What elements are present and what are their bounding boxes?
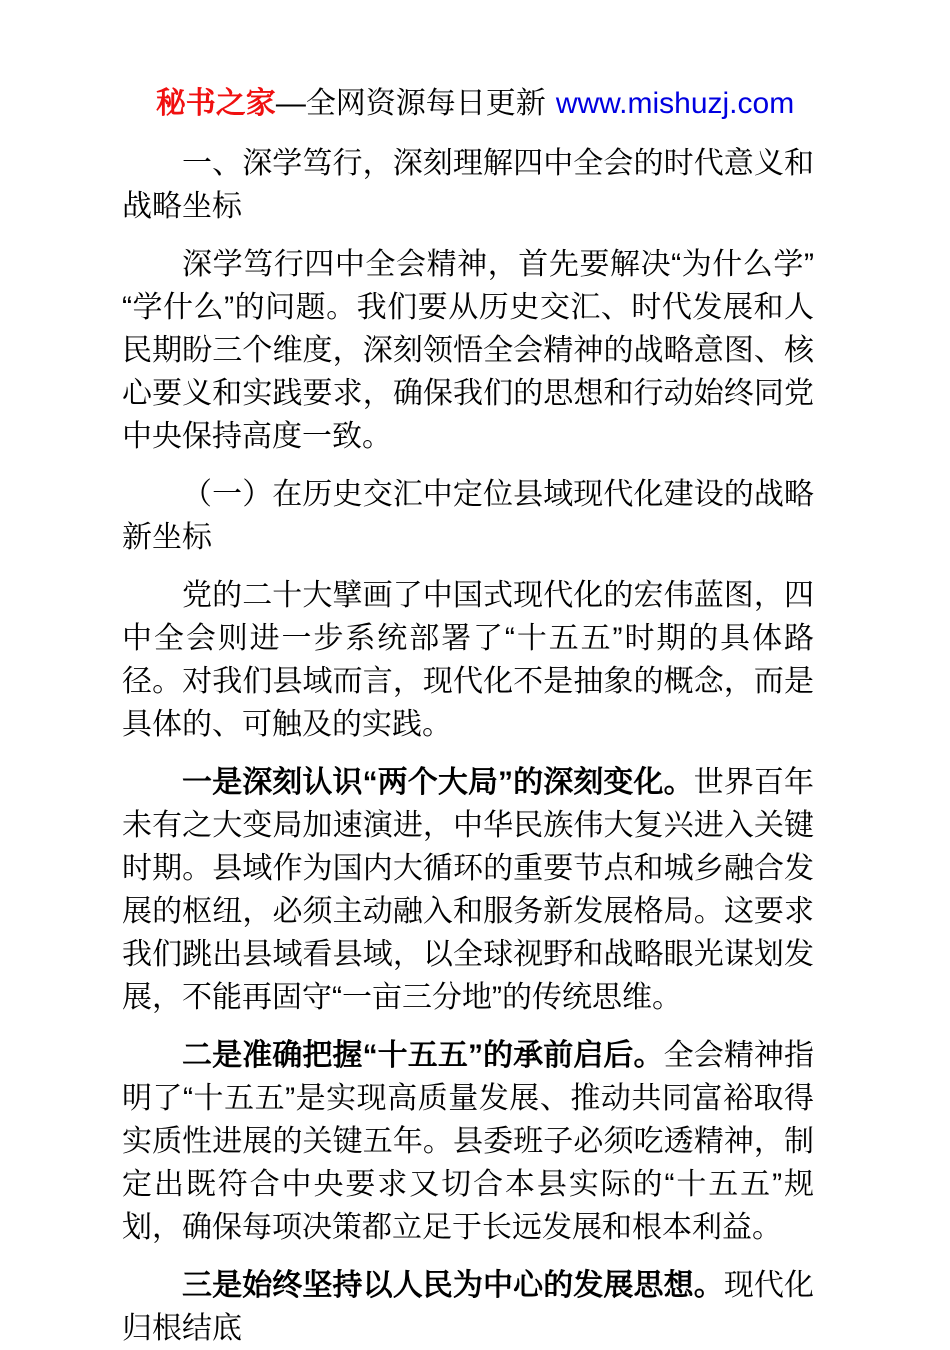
point-lead: 三是始终坚持以人民为中心的发展思想。 (182, 1269, 724, 1302)
document-body (122, 142, 814, 1350)
site-brand: 秘书之家 (155, 87, 276, 120)
point-text: 现代化归根结底 (122, 1269, 815, 1345)
paragraph-section-intro: 党的二十大擘画了中国式现代化的宏伟蓝图，四中全会则进一步系统部署了“十五五”时期的具体路径。对我们县域而言，现代化不是抽象的概念，而是具体的、可触及的实践。 (122, 579, 814, 741)
point-paragraph-1 (122, 761, 814, 1019)
point-paragraph-3 (122, 1264, 814, 1350)
point-text: 世界百年未有之大变局加速演进，中华民族伟大复兴进入关键时期。县域作为国内大循环的重要节点和城乡融合发展的枢纽，必须主动融入和服务新发展格局。这要求我们跳出县域看县域，以全球视野和战略眼光谋划发展，不能再固守“一亩三分地”的传统思维。 (122, 766, 815, 1014)
site-url-link[interactable]: www.mishuzj.com (555, 87, 795, 120)
subsection-heading: （一）在历史交汇中定位县域现代化建设的战略新坐标 (122, 478, 814, 554)
point-paragraph-2 (122, 1034, 814, 1249)
paragraph-intro: 深学笃行四中全会精神，首先要解决“为什么学”“学什么”的问题。我们要从历史交汇、时代发展和人民期盼三个维度，深刻领悟全会精神的战略意图、核心要义和实践要求，确保我们的思想和行动始终同党中央保持高度一致。 (122, 248, 814, 453)
point-lead: 二是准确把握“十五五”的承前启后。 (182, 1039, 664, 1072)
section-heading: 一、深学笃行，深刻理解四中全会的时代意义和战略坐标 (122, 147, 814, 223)
site-header (0, 82, 950, 125)
site-tagline: —全网资源每日更新 (275, 87, 546, 120)
point-text: 全会精神指明了“十五五”是实现高质量发展、推动共同富裕取得实质性进展的关键五年。县委班子必须吃透精神，制定出既符合中央要求又切合本县实际的“十五五”规划，确保每项决策都立足于长远发展和根本利益。 (122, 1039, 815, 1244)
point-lead: 一是深刻认识“两个大局”的深刻变化。 (182, 766, 694, 799)
